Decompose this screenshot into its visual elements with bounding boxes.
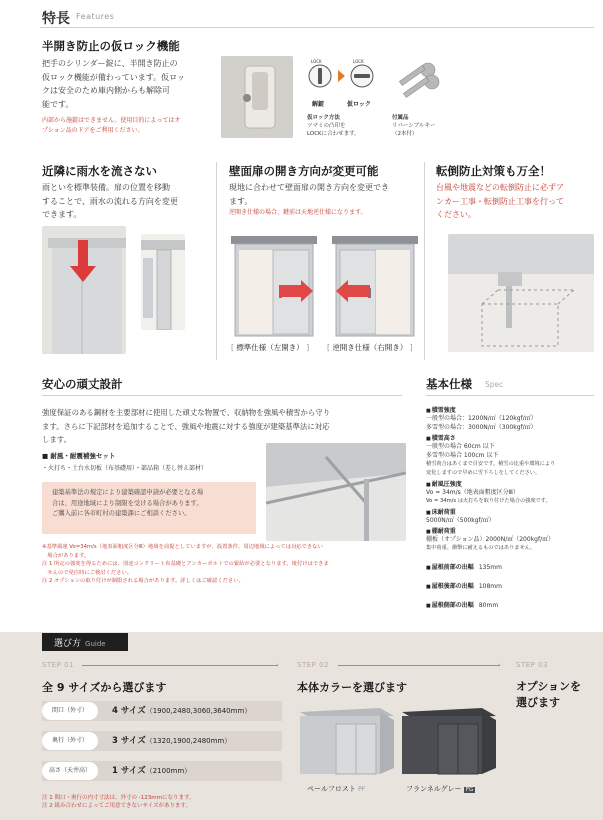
- feature-sturdy-body: 強度保証のある鋼材を主要部材に使用した頑丈な物置で、収納物を強風や積雪から守り ます。さらに下記部材を追加することで、強風や地震に対する強度が建築基準法に対応 します。: [42, 408, 331, 444]
- lock-word-2: LOCK: [353, 59, 364, 64]
- step1-line: [82, 665, 278, 666]
- feature-door-body: 現地に合わせて壁面扉の開き方向を変更でき ます。: [229, 183, 389, 206]
- spec-item: ■ 耐風圧強度 Vo = 34m/s（地表面粗度区分Ⅲ） Vo = 34m/s は火打ちを取り付けた場合の強度です。: [426, 479, 601, 506]
- size-pill-depth: 奥行（外寸）: [42, 732, 98, 750]
- label-reverse-right: [ 逆開き仕様（右開き） ]: [327, 343, 413, 352]
- shed-pale-frost-swatch: [296, 702, 396, 782]
- lock-word-1: LOCK: [311, 59, 322, 64]
- guide-tab: 選び方 Guide: [42, 633, 128, 651]
- lock-dial-diagram: [307, 58, 377, 98]
- feature-sturdy-title: 安心の頑丈設計: [42, 377, 123, 391]
- shed-flannel-grey-swatch: [398, 702, 498, 782]
- reinforce-set-body: ・火打ち・土台水切板（布基礎用）・部品箱（差し替え部材）: [42, 465, 208, 472]
- spec-item: ■ 屋根側部の出幅 80mm: [426, 592, 601, 611]
- spec-title: 基本仕様: [426, 377, 472, 391]
- feature-antitip-title: 転倒防止対策も万全！: [436, 164, 551, 178]
- anchor-photo: [448, 234, 594, 352]
- feature-lock-title: 半開き防止の仮ロック機能: [42, 39, 180, 53]
- size-value-height: 1 サイズ（2100mm）: [112, 766, 192, 776]
- spec-item: ■ 棚耐荷重 棚板（オプション品）2000N/㎡（200kgf/㎡） 集中荷重、衝撃に耐えるものではありません。: [426, 526, 601, 553]
- label-standard-left: [ 標準仕様（左開き） ]: [231, 343, 310, 352]
- feature-rain-title: 近隣に雨水を流さない: [42, 164, 157, 178]
- feature-lock-note: 内部から施錠はできません。使用目的によってはオ プション品のドアをご利用ください。: [42, 117, 181, 134]
- step2-title: 本体カラーを選びます: [297, 681, 407, 694]
- interior-frame-photo: [266, 443, 406, 541]
- page-title-en: Features: [76, 12, 115, 21]
- size-notes: 注 1 間口・奥行の内寸寸法は、外寸の -123mmになります。 注 2 組み合わせによってご用意できないサイズがあります。: [42, 795, 195, 809]
- column-divider: [424, 162, 425, 360]
- spec-title-en: Spec: [485, 380, 504, 389]
- gutter-detail-photo: [141, 234, 185, 330]
- spec-item: ■ 屋根前部の出幅 135mm: [426, 554, 601, 573]
- step1-label: STEP 01: [42, 661, 74, 669]
- step3-title: オプションを 選びます: [516, 680, 582, 709]
- size-pill-width: 間口（外寸）: [42, 702, 98, 720]
- step2-arrow-icon: ›: [498, 661, 501, 669]
- spec-list: [426, 405, 601, 611]
- feature-door-title: 壁面扉の開き方向が変更可能: [229, 164, 379, 178]
- spec-item: ■ 屋根後部の出幅 108mm: [426, 573, 601, 592]
- color-flannel-grey: フランネルグレー FG: [406, 785, 474, 793]
- accessory-info: 付属品 リバーシブルキー （2本付）: [392, 115, 436, 137]
- step2-line: [338, 665, 500, 666]
- lock-method: 仮ロック方法 ツマミの凸印を LOCKに合わせます。: [307, 115, 360, 137]
- header-divider: [40, 27, 594, 28]
- step1-title: 全 9 サイズから選びます: [42, 681, 167, 694]
- size-value-width: 4 サイズ（1900,2480,3060,3640mm）: [112, 706, 252, 716]
- step1-arrow-icon: ›: [276, 661, 279, 669]
- reinforce-set-title: ■ 耐風・耐震補強セット: [42, 452, 116, 460]
- page-title: 特長: [42, 11, 70, 27]
- shed-left-open-illustration: [229, 230, 319, 344]
- gutter-photo: [42, 226, 126, 354]
- step3-label: STEP 03: [516, 661, 548, 669]
- spec-rule: [426, 395, 594, 396]
- size-pill-height: 高さ（天井高）: [42, 762, 98, 780]
- label-lock: 仮ロック: [347, 101, 371, 108]
- spec-item: ■ 積雪高さ 一般型の場合 60cm 以下 多雪型の場合 100cm 以下 積雪荷合はあくまで目安です。積雪の比重や環境により 変化しますので早めに雪下ろしをしてください。: [426, 433, 601, 478]
- legal-notice-box: 建築基準法の規定により建築確認申請が必要となる場 合は、用途地域により制限を受ける場合があります。 ご購入前に各市町村の建築課にご相談ください。: [42, 482, 256, 534]
- shed-right-open-illustration: [330, 230, 420, 344]
- feature-antitip-body: 台風や地震などの転倒防止に必ずア ンカー工事・転倒防止工事を行って ください。: [436, 183, 564, 219]
- label-unlock: 解錠: [312, 101, 325, 108]
- spec-item: ■ 積雪強度 一般型の場合：1200N/㎡（120kgf/㎡） 多雪型の場合：3000N/㎡（300kgf/㎡）: [426, 405, 601, 432]
- size-value-depth: 3 サイズ（1320,1900,2480mm）: [112, 736, 232, 746]
- sturdy-notes: ※基準風速 Vo=34m/s（地表面粗度区分Ⅲ）地域を前提としていますが、設置条件、周辺地域によっては対応できない 場合があります。 注 1 所定の強度を得るためには、別途コンクリート布基礎とアンカーボルトでの緊結が必要となります。後付けはできま せんので発注時にご検討ください。 注 2 オプションの取り付けが制限される場合があります。詳しくはご確認ください。: [42, 544, 329, 584]
- feature-door-note: 逆開き仕様の場合、鍵前は天地逆仕様になります。: [229, 209, 367, 216]
- feature-lock-body: 把手のシリンダー錠に、半開き防止の 仮ロック機能が備わっています。仮ロッ クは安全のため庫内側からも解除可 能です。: [42, 59, 185, 109]
- door-handle-photo: [221, 56, 293, 138]
- key-icon: [392, 60, 442, 106]
- feature-rain-body: 雨といを標準装備。扉の位置を移動 することで、雨水の流れる方向を変更 できます。: [42, 183, 178, 219]
- sturdy-rule: [42, 395, 402, 396]
- spec-item: ■ 床耐荷重 5000N/㎡（500kgf/㎡）: [426, 507, 601, 525]
- step2-label: STEP 02: [297, 661, 329, 669]
- color-pale-frost: ペールフロスト PF: [307, 785, 366, 793]
- column-divider: [216, 162, 217, 360]
